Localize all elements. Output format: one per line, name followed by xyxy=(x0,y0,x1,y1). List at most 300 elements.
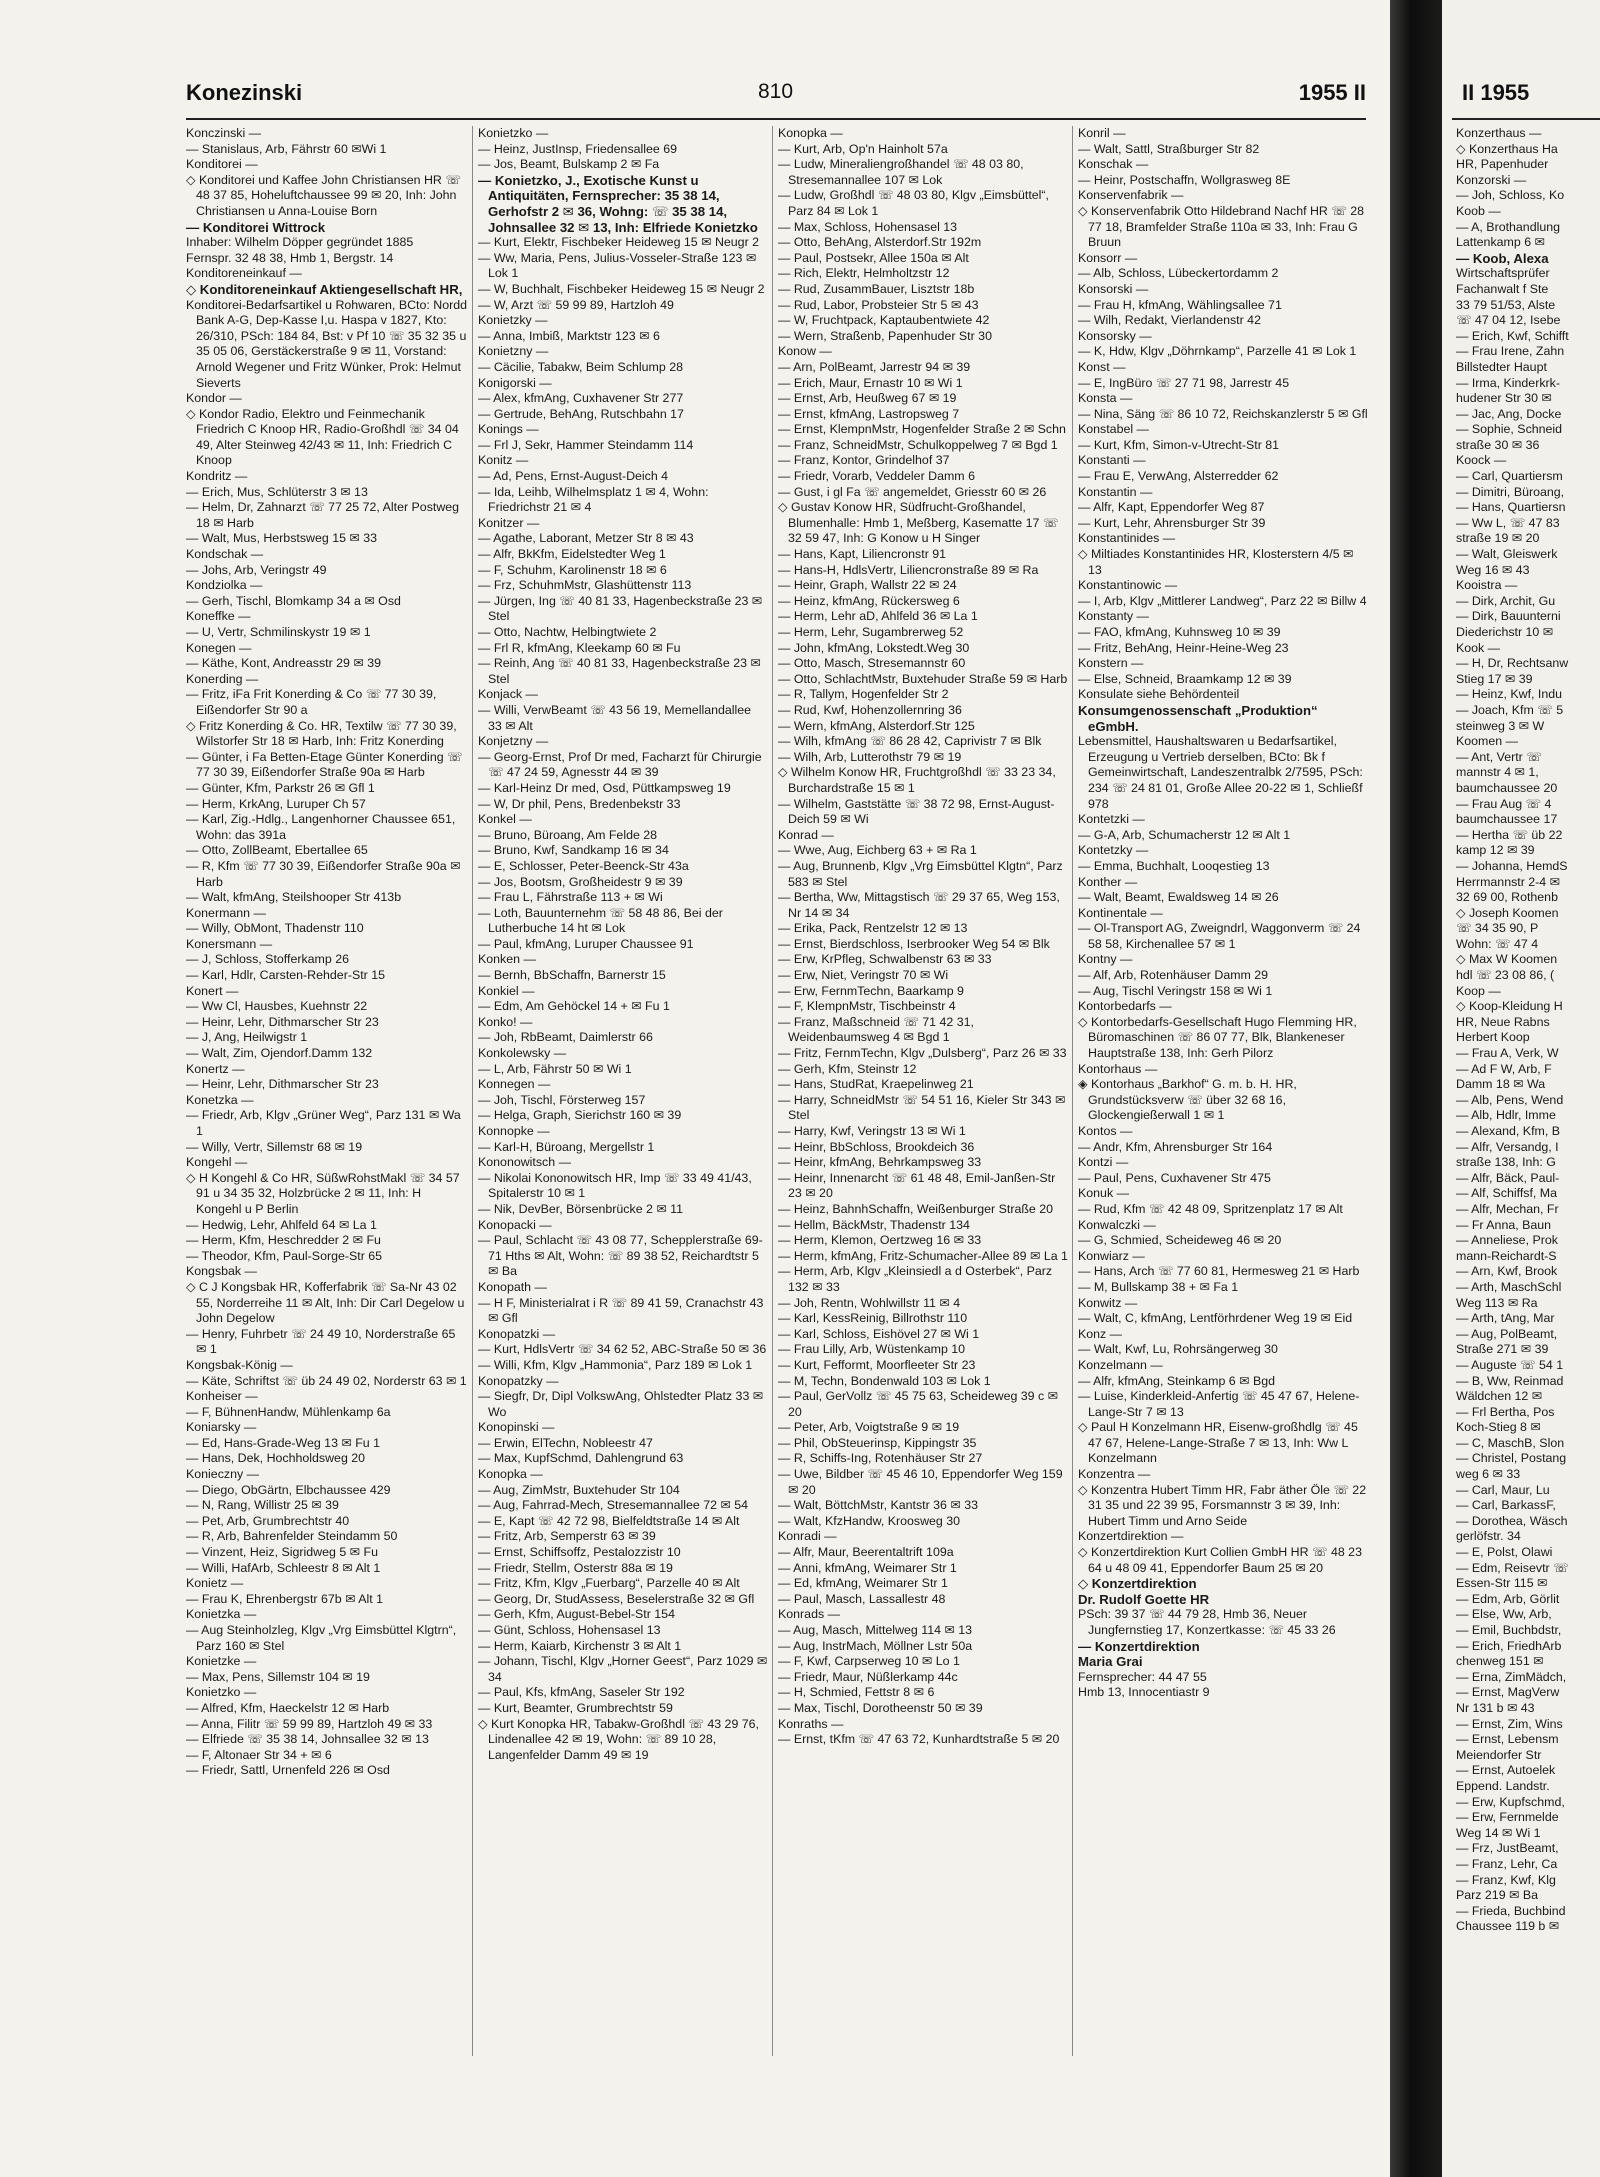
directory-entry: — Otto, Nachtw, Helbingtwiete 2 xyxy=(478,625,657,639)
directory-entry: — Fritz, FernmTechn, Klgv „Dulsberg“, Parz 26 ✉ 33 xyxy=(778,1046,1067,1061)
surname-heading: Konkolewsky — xyxy=(478,1046,567,1061)
surname-heading: Konietzka — xyxy=(186,1607,257,1622)
surname-heading: Konerding — xyxy=(186,671,259,686)
entry-continuation: Chaussee 119 b ✉ xyxy=(1456,1919,1560,1934)
directory-entry: — N, Rang, Willistr 25 ✉ 39 xyxy=(186,1498,339,1513)
directory-entry: — Heinr, Lehr, Dithmarscher Str 23 xyxy=(186,1077,379,1092)
directory-entry: — Ant, Vertr ☏ xyxy=(1456,749,1542,764)
directory-entry: — Wilhelm, Gaststätte ☏ 38 72 98, Ernst-August-Deich 59 ✉ Wi xyxy=(778,796,1055,827)
entry-continuation: Weg 16 ✉ 43 xyxy=(1456,562,1530,577)
directory-entry: — Rich, Elektr, Helmholtzstr 12 xyxy=(778,266,950,281)
directory-entry: — K, Hdw, Klgv „Döhrnkamp“, Parzelle 41 ✉ Lok 1 xyxy=(1078,344,1357,359)
directory-entry: — Rud, ZusammBauer, Lisztstr 18b xyxy=(778,281,975,296)
directory-entry: — Herm, kfmAng, Fritz-Schumacher-Allee 89 ✉ La 1 xyxy=(778,1248,1068,1263)
directory-entry: — Gerh, Kfm, August-Bebel-Str 154 xyxy=(478,1607,675,1622)
surname-heading: Konrads — xyxy=(778,1607,840,1622)
directory-entry: — Else, Schneid, Braamkamp 12 ✉ 39 xyxy=(1078,671,1292,686)
book-gutter xyxy=(1390,0,1442,2177)
directory-entry: — Günter, Kfm, Parkstr 26 ✉ Gfl 1 xyxy=(186,780,375,795)
surname-heading: Konegen — xyxy=(186,640,252,655)
directory-entry: — Käthe, Kont, Andreasstr 29 ✉ 39 xyxy=(186,656,381,671)
entry-continuation: PSch: 39 37 ☏ 44 79 28, Hmb 36, Neuer Jungfernstieg 17, Konzertkasse: ☏ 45 33 26 xyxy=(1078,1607,1336,1637)
surname-heading: Konopinski — xyxy=(478,1420,555,1435)
directory-entry: — Jürgen, Ing ☏ 40 81 33, Hagenbeckstraße 23 ✉ Stel xyxy=(478,593,763,624)
directory-entry: — E, IngBüro ☏ 27 71 98, Jarrestr 45 xyxy=(1078,375,1290,390)
directory-entry: — M, Bullskamp 38 + ✉ Fa 1 xyxy=(1078,1279,1239,1294)
directory-entry: — Alf, Schiffsf, Ma xyxy=(1456,1186,1557,1201)
directory-entry: — Erw, Niet, Veringstr 70 ✉ Wi xyxy=(778,968,949,983)
directory-entry: — Anna, Filitr ☏ 59 99 89, Hartzloh 49 ✉ 33 xyxy=(186,1716,433,1731)
directory-entry: — Franz, Kontor, Grindelhof 37 xyxy=(778,453,950,468)
surname-heading: Konstantinowic — xyxy=(1078,578,1178,593)
directory-entry: — Ol-Transport AG, Zweigndrl, Waggonverm ☏ 24 58 58, Kirchenallee 57 ✉ 1 xyxy=(1078,921,1361,951)
directory-entry: — A, Brothandlung xyxy=(1456,219,1561,234)
directory-entry: — Paul, Schlacht ☏ 43 08 77, Schepplerstraße 69-71 Hths ✉ Alt, Wohn: ☏ 89 38 52, Reichardtstr 5 ✉ Ba xyxy=(478,1233,763,1279)
header-rule xyxy=(186,118,1366,120)
entry-continuation: Inhaber: Wilhelm Döpper gegründet 1885 xyxy=(186,235,414,250)
directory-entry: — Jos, Bootsm, Großheidestr 9 ✉ 39 xyxy=(478,874,683,889)
directory-entry: — Arth, MaschSchl xyxy=(1456,1279,1562,1294)
entry-continuation: Wohn: ☏ 47 4 xyxy=(1456,936,1539,951)
surname-heading: Konradi — xyxy=(778,1529,837,1544)
entry-continuation: Fernspr. 32 48 38, Hmb 1, Bergstr. 14 xyxy=(186,250,394,265)
column-divider xyxy=(472,126,473,2056)
surname-heading: Konietzke — xyxy=(186,1654,257,1669)
directory-entry: — Ed, Hans-Grade-Weg 13 ✉ Fu 1 xyxy=(186,1435,381,1450)
entry-continuation: Stieg 17 ✉ 39 xyxy=(1456,671,1533,686)
directory-entry: — Paul, Masch, Lassallestr 48 xyxy=(778,1591,946,1606)
directory-entry: — Joach, Kfm ☏ 5 xyxy=(1456,702,1564,717)
directory-entry: — Koob, Alexa xyxy=(1456,250,1549,266)
directory-entry: — Herm, Kaiarb, Kirchenstr 3 ✉ Alt 1 xyxy=(478,1638,682,1653)
surname-heading: Kontinentale — xyxy=(1078,905,1163,920)
directory-entry: — Phil, ObSteuerinsp, Kippingstr 35 xyxy=(778,1435,977,1450)
directory-entry: — Else, Ww, Arb, xyxy=(1456,1607,1552,1622)
surname-heading: Konjack — xyxy=(478,687,538,702)
directory-entry: — Willy, ObMont, Thadenstr 110 xyxy=(186,921,364,936)
surname-heading: Koneffke — xyxy=(186,609,251,624)
directory-entry: — Frau H, kfmAng, Wählingsallee 71 xyxy=(1078,297,1282,312)
directory-entry: — Alfr, Maur, Beerentaltrift 109a xyxy=(778,1545,954,1560)
entry-continuation: Billstedter Haupt xyxy=(1456,359,1547,374)
directory-entry: — F, Kwf, Carpserweg 10 ✉ Lo 1 xyxy=(778,1654,960,1669)
directory-entry: — Frau K, Ehrenbergstr 67b ✉ Alt 1 xyxy=(186,1591,384,1606)
directory-entry: — Luise, Kinderkleid-Anfertig ☏ 45 47 67, Helene-Lange-Str 7 ✉ 13 xyxy=(1078,1389,1360,1419)
surname-heading: Konkiel — xyxy=(478,983,535,998)
directory-entry: — Walt, C, kfmAng, Lentförhrdener Weg 19 ✉ Eid xyxy=(1078,1311,1353,1326)
directory-entry: — Alfr, Kapt, Eppendorfer Weg 87 xyxy=(1078,500,1265,515)
directory-entry: — Dimitri, Büroang, xyxy=(1456,484,1565,499)
directory-entry: — W, Arzt ☏ 59 99 89, Hartzloh 49 xyxy=(478,297,674,312)
business-entry: ◇ Koop-Kleidung H xyxy=(1456,999,1563,1014)
directory-entry: — Franz, Maßschneid ☏ 71 42 31, Weidenbaumsweg 4 ✉ Bgd 1 xyxy=(778,1014,974,1045)
surname-heading: Kontorhaus — xyxy=(1078,1061,1158,1076)
entry-continuation: kamp 12 ✉ 39 xyxy=(1456,843,1535,858)
directory-entry: — Paul, kfmAng, Luruper Chaussee 91 xyxy=(478,936,694,951)
directory-entry: — Alfr, Bäck, Paul- xyxy=(1456,1170,1560,1185)
directory-entry: — Walt, Kwf, Lu, Rohrsängerweg 30 xyxy=(1078,1342,1278,1357)
directory-entry: — Frl J, Sekr, Hammer Steindamm 114 xyxy=(478,437,694,452)
column-3 xyxy=(778,126,1068,2176)
directory-entry: — E, Polst, Olawi xyxy=(1456,1545,1553,1560)
directory-entry: — R, Schiffs-Ing, Rotenhäuser Str 27 xyxy=(778,1451,983,1466)
directory-entry: — Ernst, Zim, Wins xyxy=(1456,1716,1563,1731)
directory-entry: — F, KlempnMstr, Tischbeinstr 4 xyxy=(778,999,956,1014)
directory-entry: — Otto, ZollBeamt, Ebertallee 65 xyxy=(186,843,368,858)
directory-entry: — Heinr, Innenarcht ☏ 61 48 48, Emil-Janßen-Str 23 ✉ 20 xyxy=(778,1170,1056,1201)
surname-heading: Konopath — xyxy=(478,1279,547,1294)
directory-entry: — Rud, Kfm ☏ 42 48 09, Spritzenplatz 17 ✉ Alt xyxy=(1078,1201,1343,1216)
directory-entry: — Kurt, Arb, Op'n Hainholt 57a xyxy=(778,141,948,156)
directory-entry: — Ad, Pens, Ernst-August-Deich 4 xyxy=(478,469,669,484)
surname-heading: Konrad — xyxy=(778,827,834,842)
business-entry: ◇ Paul H Konzelmann HR, Eisenw-großhdlg ☏ 45 47 67, Helene-Lange-Straße 7 ✉ 13, Inh: Ww L Konzelmann xyxy=(1078,1420,1358,1466)
directory-entry: — Ernst, KlempnMstr, Hogenfelder Straße 2 ✉ Schn xyxy=(778,422,1066,437)
column-1 xyxy=(186,126,468,2176)
directory-entry: — Elfriede ☏ 35 38 14, Johnsallee 32 ✉ 13 xyxy=(186,1732,429,1747)
surname-heading: Konheiser — xyxy=(186,1389,258,1404)
surname-heading: Konuk — xyxy=(1078,1186,1129,1201)
surname-heading: Konow — xyxy=(778,344,832,359)
surname-heading: Konservenfabrik — xyxy=(1078,188,1184,203)
directory-entry: — W, Buchhalt, Fischbeker Heideweg 15 ✉ Neugr 2 xyxy=(478,281,765,296)
directory-entry: — Alb, Hdlr, Imme xyxy=(1456,1108,1556,1123)
surname-heading: Konietzny — xyxy=(478,344,549,359)
directory-entry: — Erw, Kupfschmd, xyxy=(1456,1794,1565,1809)
directory-entry: — Gerh, Kfm, Steinstr 12 xyxy=(778,1061,917,1076)
business-entry: ◇ Fritz Konerding & Co. HR, Textilw ☏ 77 30 39, Wilstorfer Str 18 ✉ Harb, Inh: Fritz Konerding xyxy=(186,718,457,749)
directory-entry: — Sophie, Schneid xyxy=(1456,422,1563,437)
directory-entry: — Walt, BöttchMstr, Kantstr 36 ✉ 33 xyxy=(778,1498,978,1513)
business-entry: ◇ Konzertdirektion xyxy=(1078,1576,1197,1592)
entry-continuation: Straße 271 ✉ 39 xyxy=(1456,1342,1549,1357)
directory-entry: — Carl, BarkassF, xyxy=(1456,1498,1556,1513)
directory-entry: — W, Fruchtpack, Kaptaubentwiete 42 xyxy=(778,313,990,328)
directory-entry: — Willi, HafArb, Schleestr 8 ✉ Alt 1 xyxy=(186,1560,381,1575)
directory-entry: — Alf, Arb, Rotenhäuser Damm 29 xyxy=(1078,968,1269,983)
directory-entry: — Aug, Fahrrad-Mech, Stresemannallee 72 ✉ 54 xyxy=(478,1498,749,1513)
directory-entry: — Ernst, Schiffsoffz, Pestalozzistr 10 xyxy=(478,1545,681,1560)
directory-entry: — Harry, SchneidMstr ☏ 54 51 16, Kieler Str 343 ✉ Stel xyxy=(778,1092,1066,1123)
directory-entry: — Friedr, Vorarb, Veddeler Damm 6 xyxy=(778,469,975,484)
directory-entry: — F, Altonaer Str 34 + ✉ 6 xyxy=(186,1747,332,1762)
directory-entry: — Erich, Mus, Schlüterstr 3 ✉ 13 xyxy=(186,484,368,499)
directory-entry: — Cäcilie, Tabakw, Beim Schlump 28 xyxy=(478,359,683,374)
directory-entry: — Erw, Fernmelde xyxy=(1456,1810,1559,1825)
directory-entry: — Frz, SchuhmMstr, Glashüttenstr 113 xyxy=(478,578,692,593)
surname-heading: Konnopke — xyxy=(478,1124,550,1138)
directory-entry: — Jac, Ang, Docke xyxy=(1456,406,1562,421)
directory-entry: — Otto, SchlachtMstr, Buxtehuder Straße 59 ✉ Harb xyxy=(778,671,1068,686)
directory-entry: — Hans, Kapt, Liliencronstr 91 xyxy=(778,547,947,562)
directory-entry: — E, Schlosser, Peter-Beenck-Str 43a xyxy=(478,858,689,873)
surname-heading: Konsorsky — xyxy=(1078,328,1152,343)
directory-entry: — Frl R, kfmAng, Kleekamp 60 ✉ Fu xyxy=(478,640,681,655)
directory-entry: — Auguste ☏ 54 1 xyxy=(1456,1357,1564,1372)
directory-entry: — Karl, Hdlr, Carsten-Rehder-Str 15 xyxy=(186,968,386,983)
directory-entry: — Franz, Kwf, Klg xyxy=(1456,1872,1556,1887)
entry-continuation: hdl ☏ 23 08 86, ( xyxy=(1456,968,1555,983)
surname-heading: Kongsbak-König — xyxy=(186,1357,293,1372)
entry-continuation: Herrmannstr 2-4 ✉ xyxy=(1456,874,1561,889)
directory-entry: — Erich, Kwf, Schifft xyxy=(1456,328,1569,343)
surname-heading: Koniecznу — xyxy=(186,1467,260,1482)
surname-heading: Konsorski — xyxy=(1078,281,1149,296)
directory-entry: — Kurt, Lehr, Ahrensburger Str 39 xyxy=(1078,515,1266,530)
directory-entry: — Heinz, JustInsp, Friedensallee 69 xyxy=(478,141,678,156)
directory-entry: — Aug, InstrMach, Möllner Lstr 50a xyxy=(778,1638,973,1653)
surname-heading: Koniarsky — xyxy=(186,1420,257,1435)
directory-entry: — Christel, Postang xyxy=(1456,1451,1567,1466)
directory-entry: — Walt, Sattl, Straßburger Str 82 xyxy=(1078,141,1260,156)
directory-entry: — Erika, Pack, Rentzelstr 12 ✉ 13 xyxy=(778,921,968,936)
directory-entry: — Nik, DevBer, Börsenbrücke 2 ✉ 11 xyxy=(478,1201,684,1216)
entry-continuation: straße 138, Inh: G xyxy=(1456,1155,1556,1170)
business-entry: ◇ Konservenfabrik Otto Hildebrand Nachf HR ☏ 28 77 18, Bramfelder Straße 110a ✉ 33, Inh: Frau G Bruun xyxy=(1078,203,1365,250)
directory-entry: — Ernst, Lebensm xyxy=(1456,1732,1559,1747)
entry-continuation: Konsumgenossenschaft „Produktion“ eGmbH. xyxy=(1078,702,1318,734)
surname-heading: Konzorski — xyxy=(1456,172,1527,187)
directory-entry: — Friedr, Sattl, Urnenfeld 226 ✉ Osd xyxy=(186,1763,390,1778)
header-page-number: 810 xyxy=(758,80,794,103)
surname-heading: Konopka — xyxy=(778,126,843,140)
entry-continuation: Maria Grai xyxy=(1078,1654,1143,1670)
page-header xyxy=(186,80,1366,116)
directory-entry: — Dirk, Bauunterni xyxy=(1456,609,1561,624)
surname-heading: Kontorbedarfs — xyxy=(1078,999,1172,1014)
directory-entry: — Gerh, Tischl, Blomkamp 34 a ✉ Osd xyxy=(186,593,401,608)
directory-entry: — Walt, Mus, Herbstsweg 15 ✉ 33 xyxy=(186,531,378,546)
surname-heading: Konopacki — xyxy=(478,1217,552,1232)
directory-entry: — Loth, Bauunternehm ☏ 58 48 86, Bei der Lutherbuche 14 ht ✉ Lok xyxy=(478,905,723,936)
surname-heading: Konwitz — xyxy=(1078,1295,1138,1310)
business-entry: ◇ Konzertdirektion Kurt Collien GmbH HR ☏ 48 23 64 u 48 09 41, Eppendorfer Baum 25 ✉ 20 xyxy=(1078,1545,1362,1575)
next-page-column xyxy=(1456,126,1600,2176)
surname-heading: Konczinski — xyxy=(186,126,262,140)
entry-continuation: HR, Papenhuder xyxy=(1456,157,1549,172)
directory-entry: — Konietzko, J., Exotische Kunst u Antiquitäten, Fernsprecher: 35 38 14, Gerhofstr 2 ✉ 36, Wohng: ☏ 35 38 14, Johnsallee 32 ✉ 13, Inh: Elfriede Konietzko xyxy=(478,172,758,235)
entry-continuation: Diederichstr 10 ✉ xyxy=(1456,625,1554,639)
surname-heading: Konitz — xyxy=(478,453,529,468)
directory-entry: — Henry, Fuhrbetr ☏ 24 49 10, Norderstraße 65 ✉ 1 xyxy=(186,1326,456,1357)
entry-continuation: 33 79 51/53, Alste xyxy=(1456,297,1556,312)
directory-entry: — Günter, i Fa Betten-Etage Günter Konerding ☏ 77 30 39, Eißendorfer Straße 90a ✉ Harb xyxy=(186,749,463,780)
directory-entry: — Georg, Dr, StudAssess, Beselerstraße 32 ✉ Gfl xyxy=(478,1591,755,1606)
entry-continuation: Lebensmittel, Haushaltswaren u Bedarfsartikel, Erzeugung u Vertrieb derselben, BCto: Bk f Gemeinwirtschaft, Landeszentralbk 2/7595, PSch: 234 ☏ 24 81 01, Große Allee 20-22 ✉ 1, Schließf 978 xyxy=(1078,734,1363,811)
business-entry: ◇ Konditoreneinkauf Aktiengesellschaft HR, xyxy=(186,281,463,297)
surname-heading: Konietz — xyxy=(186,1576,244,1591)
directory-entry: — H, Schmied, Fettstr 8 ✉ 6 xyxy=(778,1685,935,1700)
business-entry: ◇ Konditorei und Kaffee John Christiansen HR ☏ 48 37 85, Hoheluftchaussee 99 ✉ 20, Inh: John Christiansen u Anna-Louise Born xyxy=(186,172,461,218)
column-divider xyxy=(772,126,773,2056)
directory-entry: — Karl, KessReinig, Billrothstr 110 xyxy=(778,1311,968,1326)
surname-heading: Konditoreneinkauf — xyxy=(186,266,302,281)
directory-entry: — Frieda, Buchbind xyxy=(1456,1903,1566,1918)
surname-heading: Kooistra — xyxy=(1456,578,1518,593)
surname-heading: Konopatzki — xyxy=(478,1326,556,1341)
surname-heading: Konsta — xyxy=(1078,391,1133,406)
entry-continuation: Koch-Stieg 8 ✉ xyxy=(1456,1420,1541,1435)
directory-entry: — Heinr, kfmAng, Behrkampsweg 33 xyxy=(778,1155,982,1170)
directory-entry: — Frau L, Fährstraße 113 + ✉ Wi xyxy=(478,890,663,905)
directory-entry: — Hans, Quartiersn xyxy=(1456,500,1566,515)
directory-entry: — R, Tallym, Hogenfelder Str 2 xyxy=(778,687,949,702)
directory-entry: — Frau Lilly, Arb, Wüstenkamp 10 xyxy=(778,1342,966,1357)
surname-heading: Konietzko — xyxy=(186,1685,257,1700)
business-entry: ◇ Miltiades Konstantinides HR, Klosterstern 4/5 ✉ 13 xyxy=(1078,547,1354,577)
business-entry: ◇ Wilhelm Konow HR, Fruchtgroßhdl ☏ 33 23 34, Burchardstraße 15 ✉ 1 xyxy=(778,765,1056,795)
directory-entry: — Nina, Säng ☏ 86 10 72, Reichskanzlerstr 5 ✉ Gfl xyxy=(1078,406,1368,421)
surname-heading: Konitzer — xyxy=(478,515,540,530)
directory-entry: — Alfr, kfmAng, Steinkamp 6 ✉ Bgd xyxy=(1078,1373,1276,1388)
directory-entry: — Aug, PolBeamt, xyxy=(1456,1326,1558,1341)
surname-heading: Konopatzky — xyxy=(478,1373,559,1388)
surname-heading: Konietzky — xyxy=(478,313,548,328)
directory-entry: — I, Arb, Klgv „Mittlerer Landweg“, Parz 22 ✉ Billw 4 xyxy=(1078,593,1367,608)
entry-continuation: Fachanwalt f Ste xyxy=(1456,281,1549,296)
directory-entry: — Joh, Tischl, Försterweg 157 xyxy=(478,1092,646,1107)
entry-continuation: gerlöfstr. 34 xyxy=(1456,1529,1521,1544)
directory-entry: — Fritz, Arb, Semperstr 63 ✉ 39 xyxy=(478,1529,656,1544)
directory-entry: — F, Schuhm, Karolinenstr 18 ✉ 6 xyxy=(478,562,667,577)
directory-entry: — Paul, Kfs, kfmAng, Saseler Str 192 xyxy=(478,1685,685,1700)
directory-entry: — Friedr, Stellm, Osterstr 88a ✉ 19 xyxy=(478,1560,673,1575)
business-entry: ◇ Kurt Konopka HR, Tabakw-Großhdl ☏ 43 29 76, Lindenallee 42 ✉ 19, Wohn: ☏ 89 10 28, Langenfelder Damm 49 ✉ 19 xyxy=(478,1716,760,1762)
directory-entry: — W, Dr phil, Pens, Bredenbekstr 33 xyxy=(478,796,681,811)
surname-heading: Kontzi — xyxy=(1078,1155,1129,1170)
surname-heading: Konstanti — xyxy=(1078,453,1146,468)
header-year-volume: 1955 II xyxy=(1298,80,1366,105)
surname-heading: Konst — xyxy=(1078,359,1126,374)
directory-entry: — Franz, SchneidMstr, Schulkoppelweg 7 ✉ Bgd 1 xyxy=(778,437,1058,452)
directory-entry: — Jos, Beamt, Bulskamp 2 ✉ Fa xyxy=(478,157,660,172)
directory-entry: — Anna, Imbiß, Marktstr 123 ✉ 6 xyxy=(478,328,660,343)
surname-heading: Konschak — xyxy=(1078,157,1149,172)
entry-continuation: Essen-Str 115 ✉ xyxy=(1456,1576,1548,1591)
directory-entry: — Vinzent, Heiz, Sigridweg 5 ✉ Fu xyxy=(186,1545,378,1560)
surname-heading: Kontetzki — xyxy=(1078,812,1145,827)
directory-entry: — Ludw, Mineraliengroßhandel ☏ 48 03 80, Stresemannallee 107 ✉ Lok xyxy=(778,157,1024,187)
directory-entry: — Carl, Maur, Lu xyxy=(1456,1482,1550,1497)
directory-entry: — U, Vertr, Schmilinskystr 19 ✉ 1 xyxy=(186,625,371,639)
entry-continuation: straße 19 ✉ 20 xyxy=(1456,531,1540,546)
directory-entry: — Bertha, Ww, Mittagstisch ☏ 29 37 65, Weg 153, Nr 14 ✉ 34 xyxy=(778,890,1060,920)
entry-continuation: straße 30 ✉ 36 xyxy=(1456,437,1540,452)
surname-heading: Konsorr — xyxy=(1078,250,1138,265)
directory-entry: — Reinh, Ang ☏ 40 81 33, Hagenbeckstraße 23 ✉ Stel xyxy=(478,656,761,686)
directory-entry: — L, Arb, Fährstr 50 ✉ Wi 1 xyxy=(478,1061,632,1076)
directory-entry: — Frau E, VerwAng, Alsterredder 62 xyxy=(1078,469,1279,484)
entry-continuation: Herbert Koop xyxy=(1456,1030,1530,1045)
directory-entry: — Gertrude, BehAng, Rutschbahn 17 xyxy=(478,406,684,421)
directory-entry: — Ww, Maria, Pens, Julius-Vosseler-Straße 123 ✉ Lok 1 xyxy=(478,250,757,281)
entry-continuation: weg 6 ✉ 33 xyxy=(1456,1467,1521,1482)
surname-heading: Konz — xyxy=(1078,1326,1123,1341)
directory-entry: — Johann, Tischl, Klgv „Horner Geest“, Parz 1029 ✉ 34 xyxy=(478,1654,768,1684)
surname-heading: Konwiarz — xyxy=(1078,1248,1145,1263)
directory-entry: — Emil, Buchbdstr, xyxy=(1456,1623,1562,1637)
surname-heading: Konietzko — xyxy=(478,126,549,140)
directory-entry: — Alfred, Kfm, Haeckelstr 12 ✉ Harb xyxy=(186,1700,390,1715)
directory-entry: — H, Dr, Rechtsanw xyxy=(1456,656,1569,671)
directory-entry: — Willi, VerwBeamt ☏ 43 56 19, Memellandallee 33 ✉ Alt xyxy=(478,702,752,733)
directory-entry: — Ernst, Autoelek xyxy=(1456,1763,1556,1778)
surname-heading: Kondziolka — xyxy=(186,578,263,593)
directory-entry: — Otto, BehAng, Alsterdorf.Str 192m xyxy=(778,235,982,250)
directory-entry: — Max, Schloss, Hohensasel 13 xyxy=(778,219,958,234)
directory-entry: — Herm, KrkAng, Luruper Ch 57 xyxy=(186,796,366,811)
directory-entry: — Ludw, Großhdl ☏ 48 03 80, Klgv „Eimsbüttel“, Parz 84 ✉ Lok 1 xyxy=(778,188,1049,218)
directory-entry: — B, Ww, Reinmad xyxy=(1456,1373,1564,1388)
entry-continuation: Damm 18 ✉ Wa xyxy=(1456,1077,1546,1092)
directory-entry: — Wilh, kfmAng ☏ 86 28 42, Caprivistr 7 ✉ Blk xyxy=(778,734,1042,749)
directory-entry: — Alfr, Versandg, I xyxy=(1456,1139,1559,1154)
directory-entry: — Irma, Kinderkrk- xyxy=(1456,375,1560,390)
directory-entry: — Heinz, BahnhSchaffn, Weißenburger Straße 20 xyxy=(778,1201,1054,1216)
surname-heading: Koomen — xyxy=(1456,734,1518,749)
business-entry: ◇ Gustav Konow HR, Südfrucht-Großhandel, Blumenhalle: Hmb 1, Meßberg, Kasematte 17 ☏ 32 59 47, Inh: G Konow u H Singer xyxy=(778,500,1059,546)
surname-heading: Konkel — xyxy=(478,812,532,827)
surname-heading: Konert — xyxy=(186,983,239,998)
directory-entry: — Franz, Lehr, Ca xyxy=(1456,1856,1558,1871)
directory-entry: — Otto, Masch, Stresemannstr 60 xyxy=(778,656,966,671)
directory-entry: — Kurt, Fefformt, Moorfleeter Str 23 xyxy=(778,1357,976,1372)
directory-entry: — Peter, Arb, Voigtstraße 9 ✉ 19 xyxy=(778,1420,960,1435)
surname-heading: Koop — xyxy=(1456,983,1501,998)
directory-entry: — Frau A, Verk, W xyxy=(1456,1046,1559,1061)
directory-entry: — Paul, GerVollz ☏ 45 75 63, Scheideweg 39 c ✉ 20 xyxy=(778,1389,1059,1419)
directory-entry: — Heinr, Lehr, Dithmarscher Str 23 xyxy=(186,1014,379,1029)
entry-continuation: Wäldchen 12 ✉ xyxy=(1456,1389,1543,1404)
directory-entry: — Bruno, Kwf, Sandkamp 16 ✉ 34 xyxy=(478,843,669,858)
surname-heading: Konstern — xyxy=(1078,656,1144,671)
surname-heading: Konzerthaus — xyxy=(1456,126,1542,140)
directory-entry: — Andr, Kfm, Ahrensburger Str 164 xyxy=(1078,1139,1273,1154)
directory-entry: — Willi, Kfm, Klgv „Hammonia“, Parz 189 ✉ Lok 1 xyxy=(478,1357,753,1372)
directory-entry: — Alfr, BkKfm, Eidelstedter Weg 1 xyxy=(478,547,666,562)
surname-heading: Konken — xyxy=(478,952,536,967)
business-entry: ◇ Konzentra Hubert Timm HR, Fabr äther Öle ☏ 22 31 35 und 22 39 95, Forsmannstr 3 ✉ 39, Inh: Hubert Timm und Arno Seide xyxy=(1078,1482,1367,1528)
directory-entry: — Herm, Kfm, Heschredder 2 ✉ Fu xyxy=(186,1233,381,1248)
business-entry: ◇ Konzerthaus Ha xyxy=(1456,141,1558,156)
directory-entry: — Frau Irene, Zahn xyxy=(1456,344,1565,359)
surname-heading: Kontetzky — xyxy=(1078,843,1149,858)
entry-continuation: mann-Reichardt-S xyxy=(1456,1248,1557,1263)
directory-entry: — Ww Cl, Hausbes, Kuehnstr 22 xyxy=(186,999,368,1014)
directory-entry: — Harry, Kwf, Veringstr 13 ✉ Wi 1 xyxy=(778,1124,966,1138)
directory-entry: — Erich, FriedhArb xyxy=(1456,1638,1562,1653)
directory-entry: — Georg-Ernst, Prof Dr med, Facharzt für Chirurgie ☏ 47 24 59, Agnesstr 44 ✉ 39 xyxy=(478,749,762,780)
directory-entry: — Frau Aug ☏ 4 xyxy=(1456,796,1552,811)
surname-heading: Kontny — xyxy=(1078,952,1133,967)
directory-entry: — Kurt, Elektr, Fischbeker Heideweg 15 ✉ Neugr 2 xyxy=(478,235,760,250)
directory-entry: — J, Schloss, Stofferkamp 26 xyxy=(186,952,349,967)
directory-entry: — Wilh, Redakt, Vierlandenstr 42 xyxy=(1078,313,1261,328)
directory-entry: — Alexand, Kfm, B xyxy=(1456,1124,1560,1138)
directory-entry: — Hellm, BäckMstr, Thadenstr 134 xyxy=(778,1217,970,1232)
entry-continuation: Lattenkamp 6 ✉ xyxy=(1456,235,1545,250)
directory-entry: — Aug Steinholzleg, Klgv „Vrg Eimsbüttel Klgtrn“, Parz 160 ✉ Stel xyxy=(186,1623,457,1653)
directory-entry: — Hans, StudRat, Kraepelinweg 21 xyxy=(778,1077,974,1092)
directory-entry: — Agathe, Laborant, Metzer Str 8 ✉ 43 xyxy=(478,531,694,546)
column-divider xyxy=(1072,126,1073,2056)
directory-entry: — Walt, Gleiswerk xyxy=(1456,547,1558,562)
header-running-title: Konezinski xyxy=(186,80,303,105)
surname-heading: Konnegen — xyxy=(478,1077,551,1092)
directory-entry: — Konditorei Wittrock xyxy=(186,219,326,235)
directory-entry: — E, Kapt ☏ 42 72 98, Bielfeldtstraße 14 ✉ Alt xyxy=(478,1513,740,1528)
surname-heading: Konings — xyxy=(478,422,539,437)
